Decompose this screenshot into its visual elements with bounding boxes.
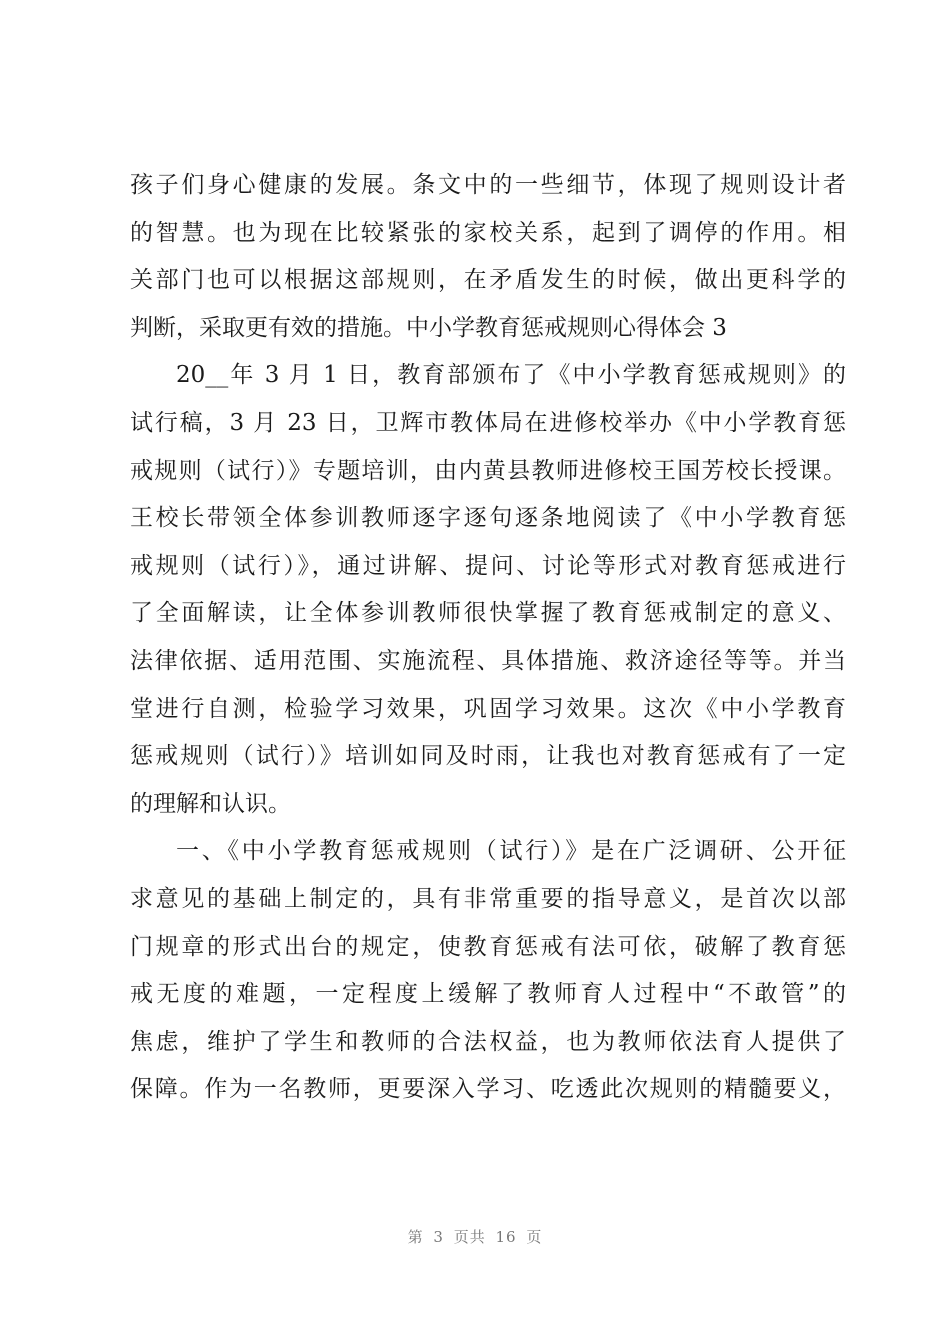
paragraph-line: 堂进行自测，检验学习效果，巩固学习效果。这次《中小学教育 (130, 695, 846, 722)
paragraph-line: 关部门也可以根据这部规则，在矛盾发生的时候，做出更科学的 (130, 267, 846, 294)
paragraph-line: 王校长带领全体参训教师逐字逐句逐条地阅读了《中小学教育惩 (130, 505, 846, 532)
paragraph-line: 的理解和认识。 (130, 790, 291, 817)
page-footer: 第 3 页共 16 页 (407, 1228, 543, 1246)
paragraph-line: 的智慧。也为现在比较紧张的家校关系，起到了调停的作用。相 (130, 219, 846, 246)
paragraph-line: 惩戒规则（试行）》培训如同及时雨，让我也对教育惩戒有了一定 (130, 743, 846, 770)
paragraph-line: 判断，采取更有效的措施。中小学教育惩戒规则心得体会 3 (130, 314, 727, 341)
paragraph-line: 一、《中小学教育惩戒规则（试行）》是在广泛调研、公开征 (176, 838, 846, 865)
paragraph-line: 20__年 3 月 1 日，教育部颁布了《中小学教育惩戒规则》的 (176, 362, 846, 389)
paragraph-line: 了全面解读，让全体参训教师很快掌握了教育惩戒制定的意义、 (130, 600, 846, 627)
paragraph-line: 试行稿，3 月 23 日，卫辉市教体局在进修校举办《中小学教育惩 (130, 409, 846, 436)
paragraph-line: 法律依据、适用范围、实施流程、具体措施、救济途径等等。并当 (130, 647, 846, 674)
paragraph-line: 焦虑，维护了学生和教师的合法权益，也为教师依法育人提供了 (130, 1028, 846, 1055)
document-body (130, 162, 846, 1114)
paragraph-line: 戒无度的难题，一定程度上缓解了教师育人过程中“不敢管”的 (130, 981, 846, 1008)
paragraph-line: 保障。作为一名教师，更要深入学习、吃透此次规则的精髓要义， (130, 1076, 846, 1103)
paragraph-line: 门规章的形式出台的规定，使教育惩戒有法可依，破解了教育惩 (130, 933, 846, 960)
paragraph-line: 戒规则（试行）》，通过讲解、提问、讨论等形式对教育惩戒进行 (130, 552, 846, 579)
paragraph-line: 求意见的基础上制定的，具有非常重要的指导意义，是首次以部 (130, 885, 846, 912)
paragraph-line: 孩子们身心健康的发展。条文中的一些细节，体现了规则设计者 (130, 172, 846, 198)
paragraph-line: 戒规则（试行）》专题培训，由内黄县教师进修校王国芳校长授课。 (130, 457, 846, 484)
